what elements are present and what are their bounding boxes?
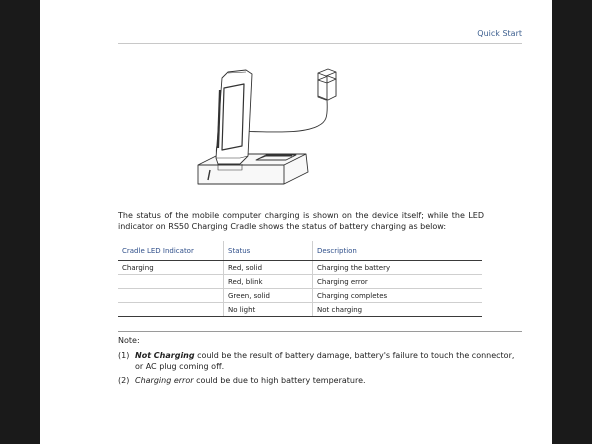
table-row bbox=[118, 275, 482, 289]
note-title: Note: bbox=[118, 336, 140, 345]
charging-cradle-illustration bbox=[158, 60, 388, 200]
note-body: could be due to high battery temperature. bbox=[193, 376, 366, 385]
page-header bbox=[118, 29, 522, 44]
note-divider bbox=[118, 331, 522, 332]
note-number: (2) bbox=[118, 376, 130, 385]
status-cell: Green, solid bbox=[224, 289, 313, 303]
table-row bbox=[118, 303, 482, 317]
note-emphasis: Not Charging bbox=[135, 351, 195, 360]
status-cell: No light bbox=[224, 303, 313, 317]
note-emphasis: Charging error bbox=[135, 376, 194, 385]
manual-page bbox=[40, 0, 552, 444]
led-status-table bbox=[118, 241, 482, 317]
note-text bbox=[135, 375, 524, 386]
indicator-cell-empty bbox=[118, 275, 224, 289]
note-item-1 bbox=[118, 350, 524, 372]
table-row bbox=[118, 289, 482, 303]
table-header-row bbox=[118, 241, 482, 261]
note-number: (1) bbox=[118, 351, 130, 360]
indicator-cell: Charging bbox=[118, 261, 224, 275]
status-cell: Red, blink bbox=[224, 275, 313, 289]
header-description: Description bbox=[313, 241, 483, 261]
indicator-cell-empty bbox=[118, 303, 224, 317]
header-cradle-led: Cradle LED Indicator bbox=[118, 241, 224, 261]
section-title: Quick Start bbox=[477, 29, 522, 38]
charging-intro-text: The status of the mobile computer charging is shown on the device itself; while the LED indicator on RS50 Charging Cradle shows the status of battery charging as below: bbox=[118, 211, 484, 231]
table-row bbox=[118, 261, 482, 275]
header-status: Status bbox=[224, 241, 313, 261]
note-body: could be the result of battery damage, battery's failure to touch the connector, or AC plug coming off. bbox=[135, 351, 515, 371]
indicator-cell-empty bbox=[118, 289, 224, 303]
description-cell: Charging completes bbox=[313, 289, 483, 303]
note-text bbox=[135, 350, 524, 372]
description-cell: Charging error bbox=[313, 275, 483, 289]
status-cell: Red, solid bbox=[224, 261, 313, 275]
description-cell: Not charging bbox=[313, 303, 483, 317]
description-cell: Charging the battery bbox=[313, 261, 483, 275]
note-item-2 bbox=[118, 375, 524, 386]
